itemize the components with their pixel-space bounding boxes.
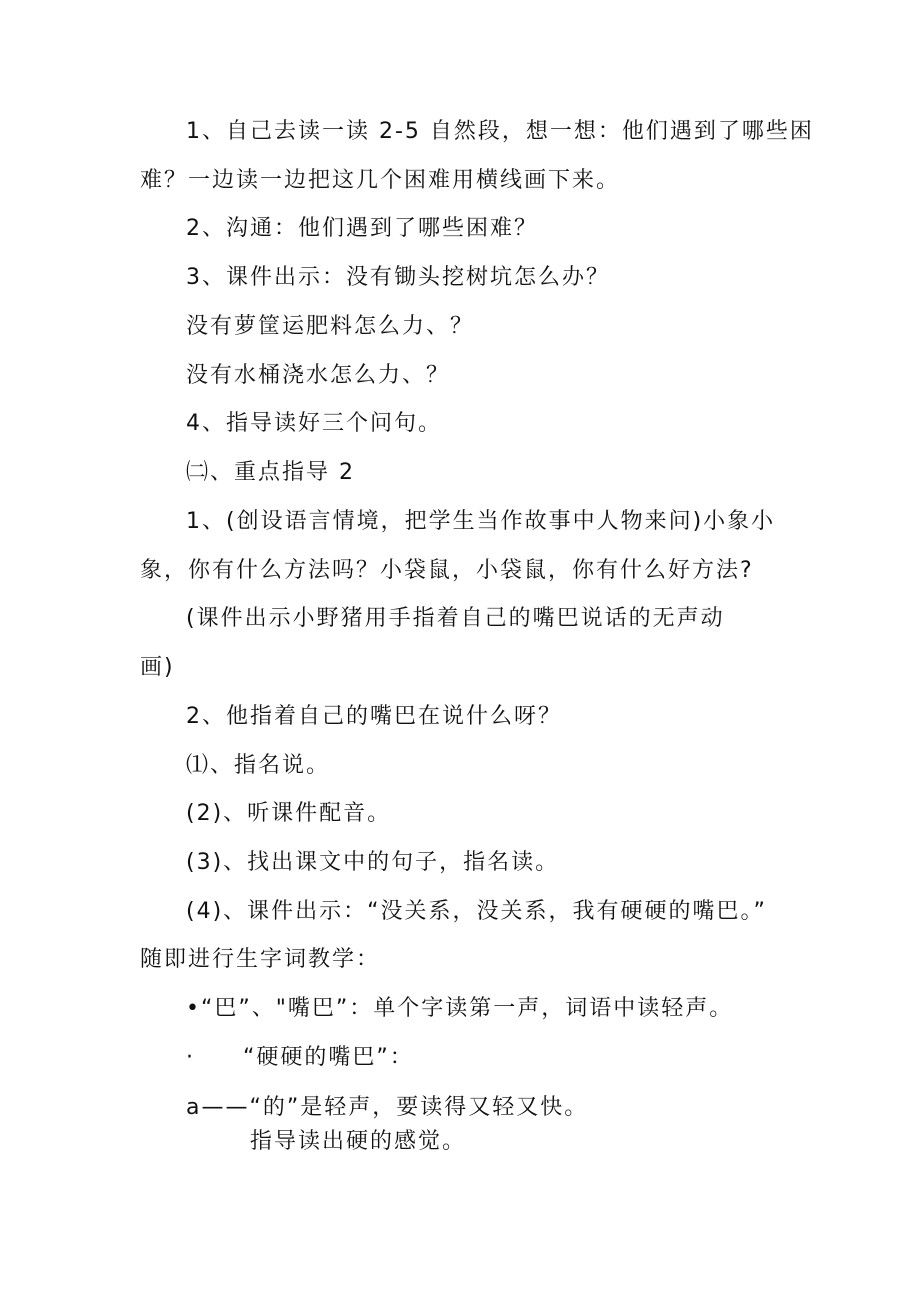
paragraph-1-line-2: 难？一边读一边把这几个困难用横线画下来。	[140, 168, 621, 193]
paragraph-1-line-1: 1、自己去读一读 2-5 自然段，想一想：他们遇到了哪些困	[186, 119, 814, 144]
bullet-item-2: · “硬硬的嘴巴”：	[186, 1045, 414, 1070]
paragraph-4: 4、指导读好三个问句。	[186, 411, 442, 436]
sub-item-1: ⑴、指名说。	[186, 753, 331, 778]
sub-item-2: (2)、听课件配音。	[186, 801, 392, 826]
question-2: 没有萝筐运肥料怎么力、？	[186, 314, 475, 339]
sub-item-3: (3)、找出课文中的句子，指名读。	[186, 850, 560, 875]
section-item-1-line-2: 象，你有什么方法吗？小袋鼠，小袋鼠，你有什么好方法?	[140, 558, 754, 583]
paragraph-2: 2、沟通：他们遇到了哪些困难？	[186, 216, 538, 241]
section-heading: ㈡、重点指导 2	[186, 460, 355, 485]
section-item-1-line-1: 1、(创设语言情境，把学生当作故事中人物来问)小象小	[186, 509, 776, 534]
note-line-1: (课件出示小野猪用手指着自己的嘴巴说话的无声动	[186, 606, 725, 631]
reading-guidance: 指导读出硬的感觉。	[250, 1129, 467, 1154]
sub-item-4-line-2: 随即进行生字词教学：	[140, 947, 381, 972]
note-line-2: 画)	[140, 655, 175, 680]
question-3: 没有水桶浇水怎么力、？	[186, 363, 451, 388]
sub-item-4-line-1: (4)、课件出示：“没关系，没关系，我有硬硬的嘴巴。”	[186, 899, 767, 924]
pronunciation-note: a——“的”是轻声，要读得又轻又快。	[186, 1095, 589, 1120]
bullet-item-1: •“巴”、"嘴巴”：单个字读第一声，词语中读轻声。	[186, 996, 734, 1021]
paragraph-3: 3、课件出示：没有锄头挖树坑怎么办？	[186, 265, 610, 290]
section-item-2: 2、他指着自己的嘴巴在说什么呀？	[186, 704, 562, 729]
